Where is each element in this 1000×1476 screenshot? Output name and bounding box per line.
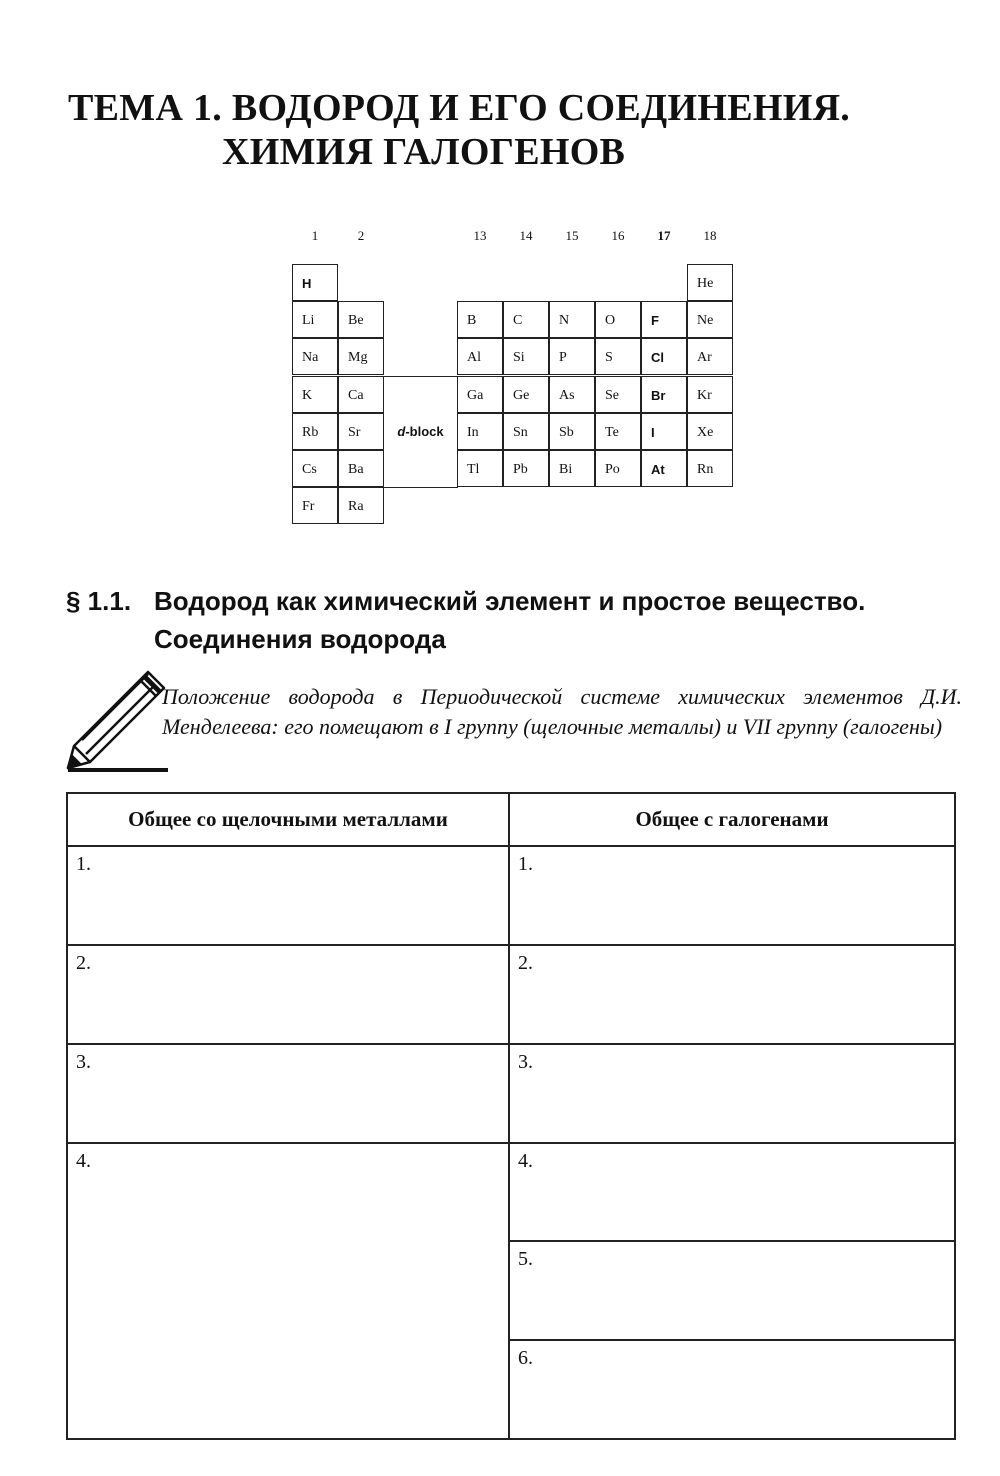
element-cell: Pb — [503, 450, 549, 487]
topic-title-line1: ТЕМА 1. ВОДОРОД И ЕГО СОЕДИНЕНИЯ. — [68, 87, 851, 129]
group-label: 13 — [473, 228, 487, 243]
element-cell: In — [457, 413, 503, 450]
element-cell: Mg — [338, 338, 384, 375]
element-cell: S — [595, 338, 641, 375]
answer-cell-alkali[interactable]: 1. — [67, 846, 509, 945]
element-cell: Tl — [457, 450, 503, 487]
d-block-label — [383, 376, 458, 488]
answer-cell-halogen[interactable]: 4. — [509, 1143, 955, 1242]
group-label: 2 — [357, 228, 365, 243]
element-cell: As — [549, 376, 595, 413]
element-cell: Ge — [503, 376, 549, 413]
answer-cell-alkali[interactable]: 3. — [67, 1044, 509, 1143]
element-cell: K — [292, 376, 338, 413]
element-cell: Te — [595, 413, 641, 450]
halogen-cell: F — [641, 301, 687, 338]
element-cell: Rn — [687, 450, 733, 487]
element-cell: Xe — [687, 413, 733, 450]
answer-cell-alkali[interactable]: 4. — [67, 1143, 509, 1439]
element-cell: B — [457, 301, 503, 338]
comparison-table — [66, 792, 956, 1440]
element-cell: He — [687, 264, 733, 301]
element-cell: Ra — [338, 487, 384, 524]
answer-cell-halogen[interactable]: 5. — [509, 1241, 955, 1340]
element-cell: O — [595, 301, 641, 338]
element-cell: Sn — [503, 413, 549, 450]
halogen-cell: Cl — [641, 338, 687, 375]
halogen-cell: Br — [641, 376, 687, 413]
header-alkali-metals: Общее со щелочными металлами — [67, 793, 509, 846]
element-cell: N — [549, 301, 595, 338]
d-block-prefix: d — [397, 424, 406, 439]
answer-cell-halogen[interactable]: 3. — [509, 1044, 955, 1143]
header-halogens: Общее с галогенами — [509, 793, 955, 846]
answer-cell-halogen[interactable]: 1. — [509, 846, 955, 945]
halogen-cell: At — [641, 450, 687, 487]
element-cell: Bi — [549, 450, 595, 487]
answer-cell-halogen[interactable]: 2. — [509, 945, 955, 1044]
section-heading-line2: Соединения водорода — [154, 624, 446, 654]
element-cell: Ar — [687, 338, 733, 375]
group-label: 16 — [611, 228, 625, 243]
element-cell: Rb — [292, 413, 338, 450]
group-label: 1 — [311, 228, 319, 243]
element-cell: Ga — [457, 376, 503, 413]
topic-title-line2: ХИМИЯ ГАЛОГЕНОВ — [222, 131, 626, 173]
element-cell: Be — [338, 301, 384, 338]
section-heading — [66, 582, 865, 658]
element-cell: Al — [457, 338, 503, 375]
element-cell: Po — [595, 450, 641, 487]
group-label-halogens: 17 — [657, 228, 671, 243]
element-cell: Na — [292, 338, 338, 375]
halogen-cell: I — [641, 413, 687, 450]
element-cell: Ba — [338, 450, 384, 487]
section-heading-line1: Водород как химический элемент и простое вещество. — [154, 586, 866, 616]
element-cell: C — [503, 301, 549, 338]
group-label: 18 — [703, 228, 717, 243]
element-cell: P — [549, 338, 595, 375]
section-number: § 1.1. — [66, 586, 132, 616]
element-cell: Sr — [338, 413, 384, 450]
pencil-icon — [60, 664, 170, 776]
element-cell: Cs — [292, 450, 338, 487]
group-label: 14 — [519, 228, 533, 243]
element-cell: Si — [503, 338, 549, 375]
element-cell: Ca — [338, 376, 384, 413]
element-cell: Sb — [549, 413, 595, 450]
element-cell: H — [292, 264, 338, 301]
element-cell: Se — [595, 376, 641, 413]
element-cell: Ne — [687, 301, 733, 338]
element-cell: Fr — [292, 487, 338, 524]
answer-cell-halogen[interactable]: 6. — [509, 1340, 955, 1439]
group-label: 15 — [565, 228, 579, 243]
answer-cell-alkali[interactable]: 2. — [67, 945, 509, 1044]
element-cell: Kr — [687, 376, 733, 413]
topic-title — [68, 86, 850, 174]
element-cell: Li — [292, 301, 338, 338]
d-block-suffix: -block — [405, 424, 444, 439]
note-text: Положение водорода в Периодической системе химических элементов Д.И. Менделеева: его помещают в I группу (щелочные металлы) и VII группу (галогены) — [162, 684, 962, 739]
